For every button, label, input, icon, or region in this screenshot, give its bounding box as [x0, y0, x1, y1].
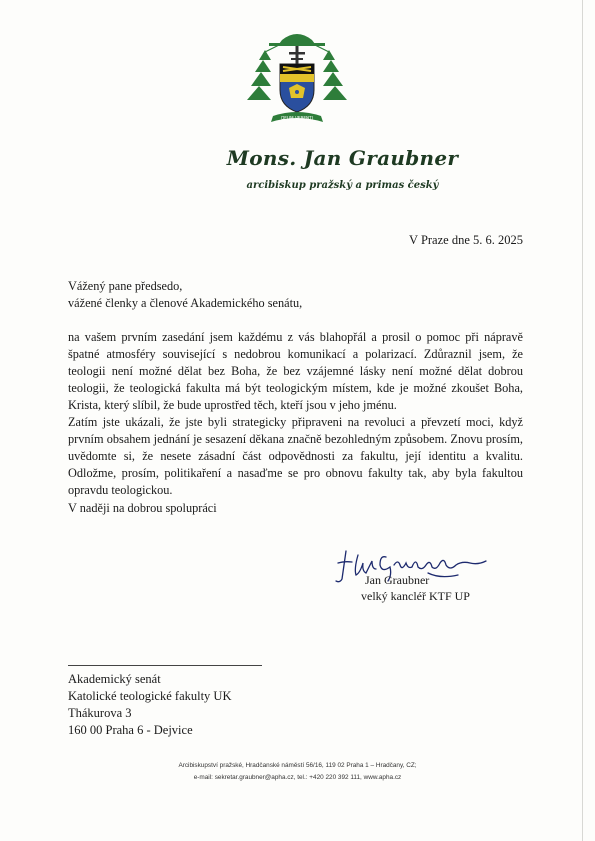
recipient-address [68, 671, 232, 739]
closing-line: V naději na dobrou spolupráci [68, 501, 217, 515]
signature-title: velký kancléř KTF UP [361, 589, 470, 603]
footer-address: Arcibiskupství pražské, Hradčanské náměstí 56/16, 119 02 Praha 1 – Hradčany, CZ; [178, 762, 417, 769]
paragraph-2: Zatím jste ukázali, že jste byli strategicky připraveni na revoluci a převzetí moci, když prvním obsahem jednání je sesazení děkana značně bezohledným způsobem. Znovu prosím, uvědomte si, že nesete zásadní část odpovědnosti za fakultu, její identitu a kvalitu. Odložme, prosím, politikaření a nasaďme se pro obnovu fakulty tak, aby byla fakultou opravdu teologickou. [68, 415, 523, 497]
divider [68, 665, 262, 666]
address-line: Akademický senát [68, 672, 161, 686]
letterhead-subtitle: arcibiskup pražský a primas český [246, 180, 439, 191]
salutation-line: vážené členky a členové Akademického senátu, [68, 296, 303, 310]
letterhead-name: Mons. Jan Graubner [226, 146, 459, 170]
paragraph-1: na vašem prvním zasedání jsem každému z vás blahopřál a prosil o pomoc při nápravě špatné atmosféry související s nedobrou komunikací a polarizací. Zdůraznil jsem, že teologii není možné dělat bez Boha, že bez vzájemné lásky není možné dělat dobrou teologii, že teologická fakulta má být teologickým místem, kde je možné zkoušet Boha, Krista, který slíbil, že bude uprostřed těch, kteří jsou v jeho jménu. [68, 330, 523, 412]
letter-footer [0, 760, 595, 784]
address-line: Thákurova 3 [68, 706, 132, 720]
salutation [68, 278, 523, 312]
salutation-line: Vážený pane předsedo, [68, 279, 183, 293]
address-line: 160 00 Praha 6 - Dejvice [68, 723, 193, 737]
page-edge [582, 0, 583, 841]
coat-motto-text: DEUM VERENTI [281, 115, 313, 121]
footer-contact: e-mail: sekretar.graubner@apha.cz, tel.: +420 220 392 111, www.apha.cz [193, 774, 402, 781]
signature-name: Jan Graubner [365, 573, 430, 587]
address-line: Katolické teologické fakulty UK [68, 689, 232, 703]
letter-date: V Praze dne 5. 6. 2025 [409, 233, 523, 247]
coat-of-arms-icon [247, 28, 347, 133]
